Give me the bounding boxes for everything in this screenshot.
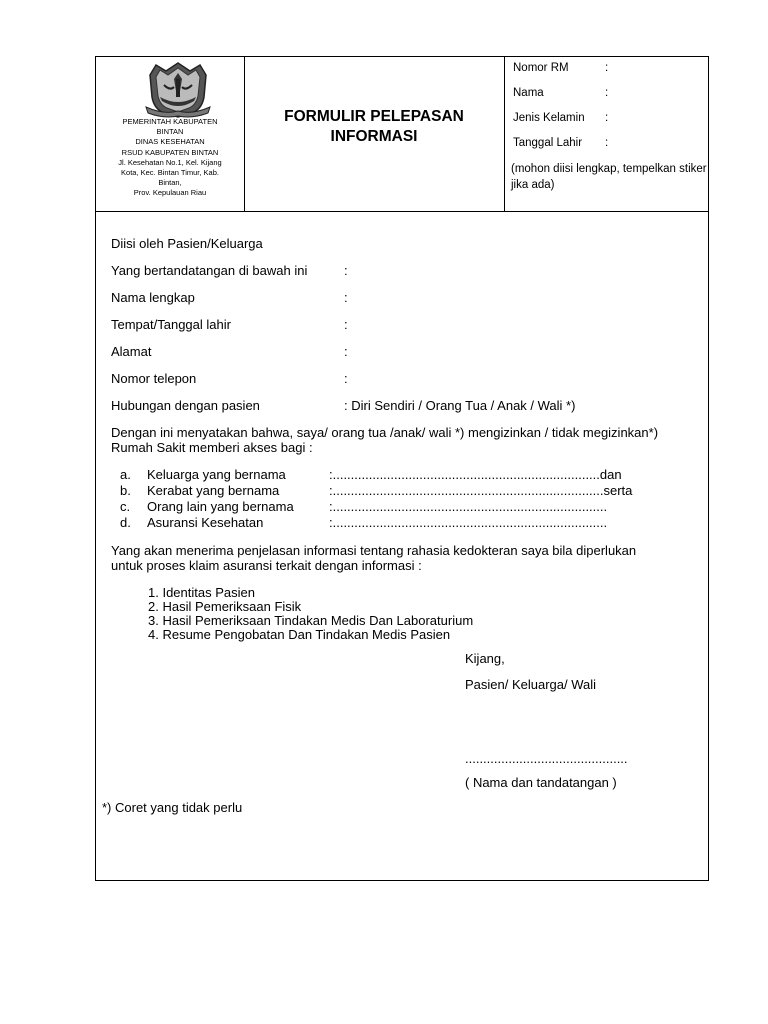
filled-by-text: Diisi oleh Pasien/Keluarga (111, 236, 263, 251)
release-information-form (95, 56, 709, 881)
institution-line: PEMERINTAH KABUPATEN (122, 117, 218, 126)
list-item (120, 467, 622, 482)
full-name-row (111, 290, 348, 305)
colon: : (344, 371, 348, 386)
colon: : (605, 112, 609, 124)
patient-id-cell (504, 57, 708, 211)
access-value: :...........................................................................serta (329, 483, 633, 498)
list-item: 2. Hasil Pemeriksaan Fisik (148, 599, 302, 614)
title-cell (244, 57, 505, 211)
list-item (120, 499, 608, 514)
institution-line: DINAS KESEHATAN (135, 137, 205, 147)
signer-role: Pasien/ Keluarga/ Wali (465, 677, 597, 692)
address-label: Alamat (111, 344, 152, 359)
form-title-line: FORMULIR PELEPASAN (284, 108, 464, 125)
information-list (148, 586, 473, 642)
nomor-rm-row (513, 62, 609, 74)
relationship-row (111, 398, 576, 413)
colon: : (605, 87, 609, 99)
institution-line: Bintan, (158, 178, 182, 188)
form-title-line: INFORMASI (330, 128, 418, 145)
signature-caption: ( Nama dan tandatangan ) (465, 775, 617, 790)
colon: : (605, 137, 609, 149)
institution-line: BINTAN (156, 127, 184, 137)
list-item: 1. Identitas Pasien (148, 585, 255, 600)
tanggal-lahir-row (513, 137, 609, 149)
address-row (111, 344, 348, 359)
nama-row (513, 87, 609, 99)
institution-line: Jl. Kesehatan No.1, Kel. Kijang (118, 157, 222, 167)
access-value: :..........................................................................dan (329, 467, 622, 482)
nama-label: Nama (513, 87, 544, 99)
list-item: 4. Resume Pengobatan Dan Tindakan Medis Pasien (148, 627, 451, 642)
list-item: 3. Hasil Pemeriksaan Tindakan Medis Dan Laboraturium (148, 613, 474, 628)
institution-cell (96, 57, 245, 211)
access-label: Kerabat yang bernama (147, 483, 280, 498)
statement-line: Rumah Sakit memberi akses bagi : (111, 440, 313, 455)
phone-row (111, 371, 348, 386)
access-label: Orang lain yang bernama (147, 499, 294, 514)
colon: : (344, 263, 348, 278)
undersigned-row (111, 263, 348, 278)
sticker-note: (mohon diisi lengkap, tempelkan stiker jika ada) (511, 163, 707, 191)
statement-line: Dengan ini menyatakan bahwa, saya/ orang tua /anak/ wali *) mengizinkan / tidak megizinkan*) (111, 425, 659, 440)
institution-line: Prov. Kepulauan Riau (133, 188, 207, 198)
colon: : (344, 317, 348, 332)
undersigned-label: Yang bertandatangan di bawah ini (111, 263, 308, 278)
signature-line: ............................................. (465, 751, 628, 766)
birth-row (111, 317, 348, 332)
list-item (120, 483, 633, 498)
jenis-kelamin-row (513, 112, 609, 124)
list-letter: a. (120, 467, 131, 482)
access-label: Keluarga yang bernama (147, 467, 286, 482)
receiver-line: Yang akan menerima penjelasan informasi tentang rahasia kedokteran saya bila diperlukan (111, 543, 637, 558)
jenis-kelamin-label: Jenis Kelamin (513, 112, 585, 124)
colon: : (605, 62, 609, 74)
list-letter: d. (120, 515, 131, 530)
list-item (120, 515, 608, 530)
regency-emblem-icon (144, 61, 212, 119)
institution-line: Kota, Kec. Bintan Timur, Kab. (121, 168, 219, 178)
access-label: Asuransi Kesehatan (147, 515, 264, 530)
list-letter: c. (120, 499, 131, 514)
institution-address (100, 117, 240, 199)
institution-line: RSUD KABUPATEN BINTAN (121, 147, 219, 157)
colon: : (344, 290, 348, 305)
relationship-options: : Diri Sendiri / Orang Tua / Anak / Wali *) (344, 398, 576, 413)
place-text: Kijang, (465, 651, 505, 666)
footnote: *) Coret yang tidak perlu (102, 800, 243, 815)
receiver-line: untuk proses klaim asuransi terkait dengan informasi : (111, 558, 422, 573)
relationship-label: Hubungan dengan pasien (111, 398, 260, 413)
full-name-label: Nama lengkap (111, 290, 195, 305)
phone-label: Nomor telepon (111, 371, 197, 386)
colon: : (344, 344, 348, 359)
list-letter: b. (120, 483, 131, 498)
tanggal-lahir-label: Tanggal Lahir (513, 137, 583, 149)
nomor-rm-label: Nomor RM (513, 62, 569, 74)
birth-label: Tempat/Tanggal lahir (111, 317, 231, 332)
form-title (244, 107, 504, 147)
access-value: :............................................................................ (329, 515, 608, 530)
access-value: :............................................................................ (329, 499, 608, 514)
form-header (96, 57, 708, 212)
